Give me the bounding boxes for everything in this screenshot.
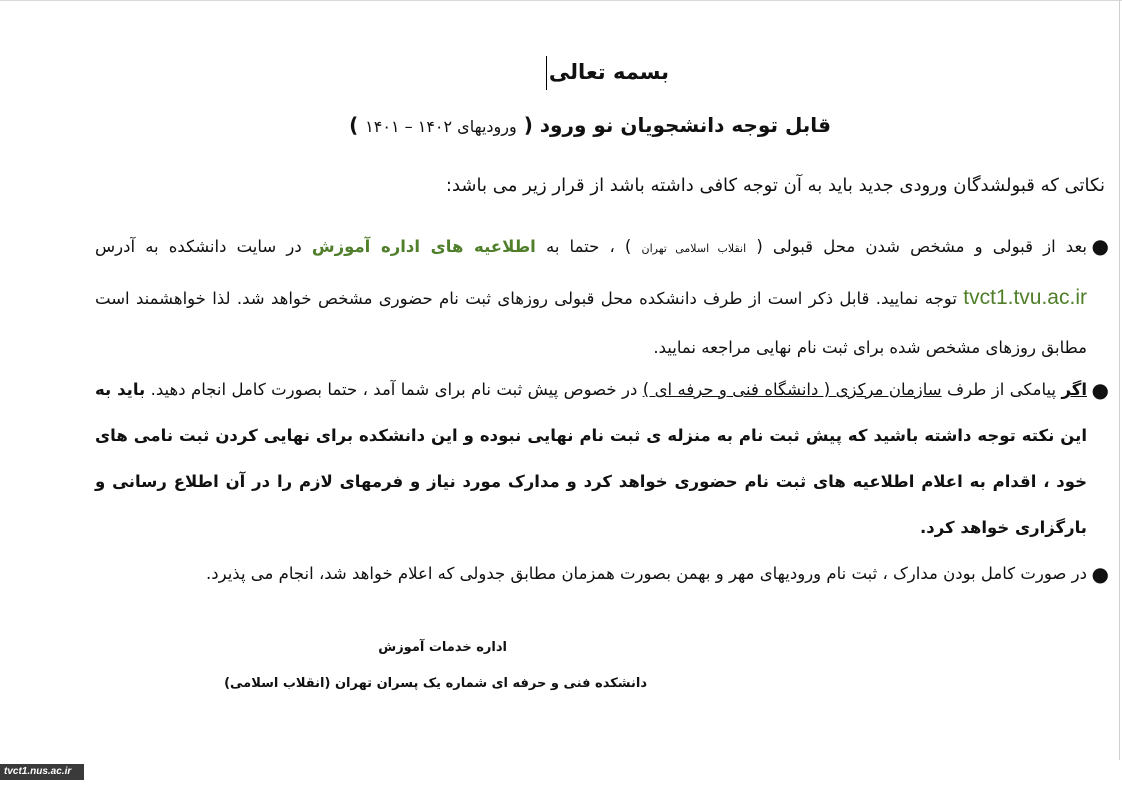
- bullet2-first-word: اگر: [1061, 380, 1087, 399]
- bullet2-underlined: سازمان مرکزی ( دانشگاه فنی و حرفه ای ): [642, 380, 942, 399]
- subtitle-close: ): [349, 113, 359, 137]
- bullet1-part3: در سایت دانشکده به آدرس: [95, 237, 302, 256]
- document-heading: [40, 56, 1122, 90]
- subtitle-bold: قابل توجه دانشجویان نو ورود (: [523, 113, 831, 137]
- signature-office: اداره خدمات آموزش: [378, 640, 507, 655]
- bullet1-part4: توجه نمایید. قابل ذکر است از طرف دانشکده محل قبولی روزهای ثبت نام حضوری مشخص خواهد شد. لذا خواهشمند است مطابق روزهای مشخص شده برای ثبت نام نهایی مراجعه نمایید.: [95, 289, 1087, 357]
- bullet2-bold: باید به این نکته توجه داشته باشید که پیش ثبت نام به منزله ی ثبت نام نهایی نبوده و این دانشکده برای نهایی کردن ثبت نامی های خود ، اقدام به اعلام اطلاعیه های ثبت نام حضوری خواهد کرد و مدارک مورد نیاز و فرمهای لازم را در آن اطلاع رسانی و بارگزاری خواهد کرد.: [95, 380, 1087, 537]
- website-link[interactable]: tvct1.tvu.ac.ir: [963, 286, 1087, 309]
- bullet2-part2: در خصوص پیش ثبت نام برای شما آمد ، حتما بصورت کامل انجام دهید.: [150, 380, 638, 399]
- bullet1-small: انقلاب اسلامی تهران: [641, 242, 747, 255]
- bullet2-part1: پیامکی از طرف: [947, 380, 1057, 399]
- list-item-bullet-2: [95, 367, 1109, 551]
- bullet1-highlight: اطلاعیه های اداره آموزش: [311, 237, 536, 256]
- bullet-icon: ●: [1091, 378, 1109, 402]
- list-item-bullet-3: [95, 556, 1109, 592]
- bullet1-part2: ) ، حتما به: [545, 237, 632, 256]
- bullet1-part1: بعد از قبولی و مشخص شدن محل قبولی (: [756, 237, 1088, 256]
- document-page: [40, 0, 1109, 740]
- site-watermark: tvct1.nus.ac.ir: [0, 764, 84, 780]
- subtitle-years: ورودیهای ۱۴۰۲ – ۱۴۰۱: [365, 117, 517, 136]
- signature-college: دانشکده فنی و حرفه ای شماره یک پسران تهران (انقلاب اسلامی): [224, 676, 647, 691]
- bullet-icon: ●: [1091, 562, 1109, 586]
- document-subtitle: [40, 113, 1122, 137]
- intro-paragraph: نکاتی که قبولشدگان ورودی جدید باید به آن توجه کافی داشته باشد از قرار زیر می باشد:: [445, 175, 1105, 196]
- heading-text: بسمه تعالی: [548, 60, 670, 84]
- list-item-bullet-1: [95, 222, 1109, 372]
- text-cursor: [546, 56, 547, 90]
- bullet-icon: ●: [1091, 234, 1109, 258]
- bullet3-text: در صورت کامل بودن مدارک ، ثبت نام ورودیهای مهر و بهمن بصورت همزمان مطابق جدولی که اعلام خواهد شد، انجام می پذیرد.: [206, 564, 1087, 583]
